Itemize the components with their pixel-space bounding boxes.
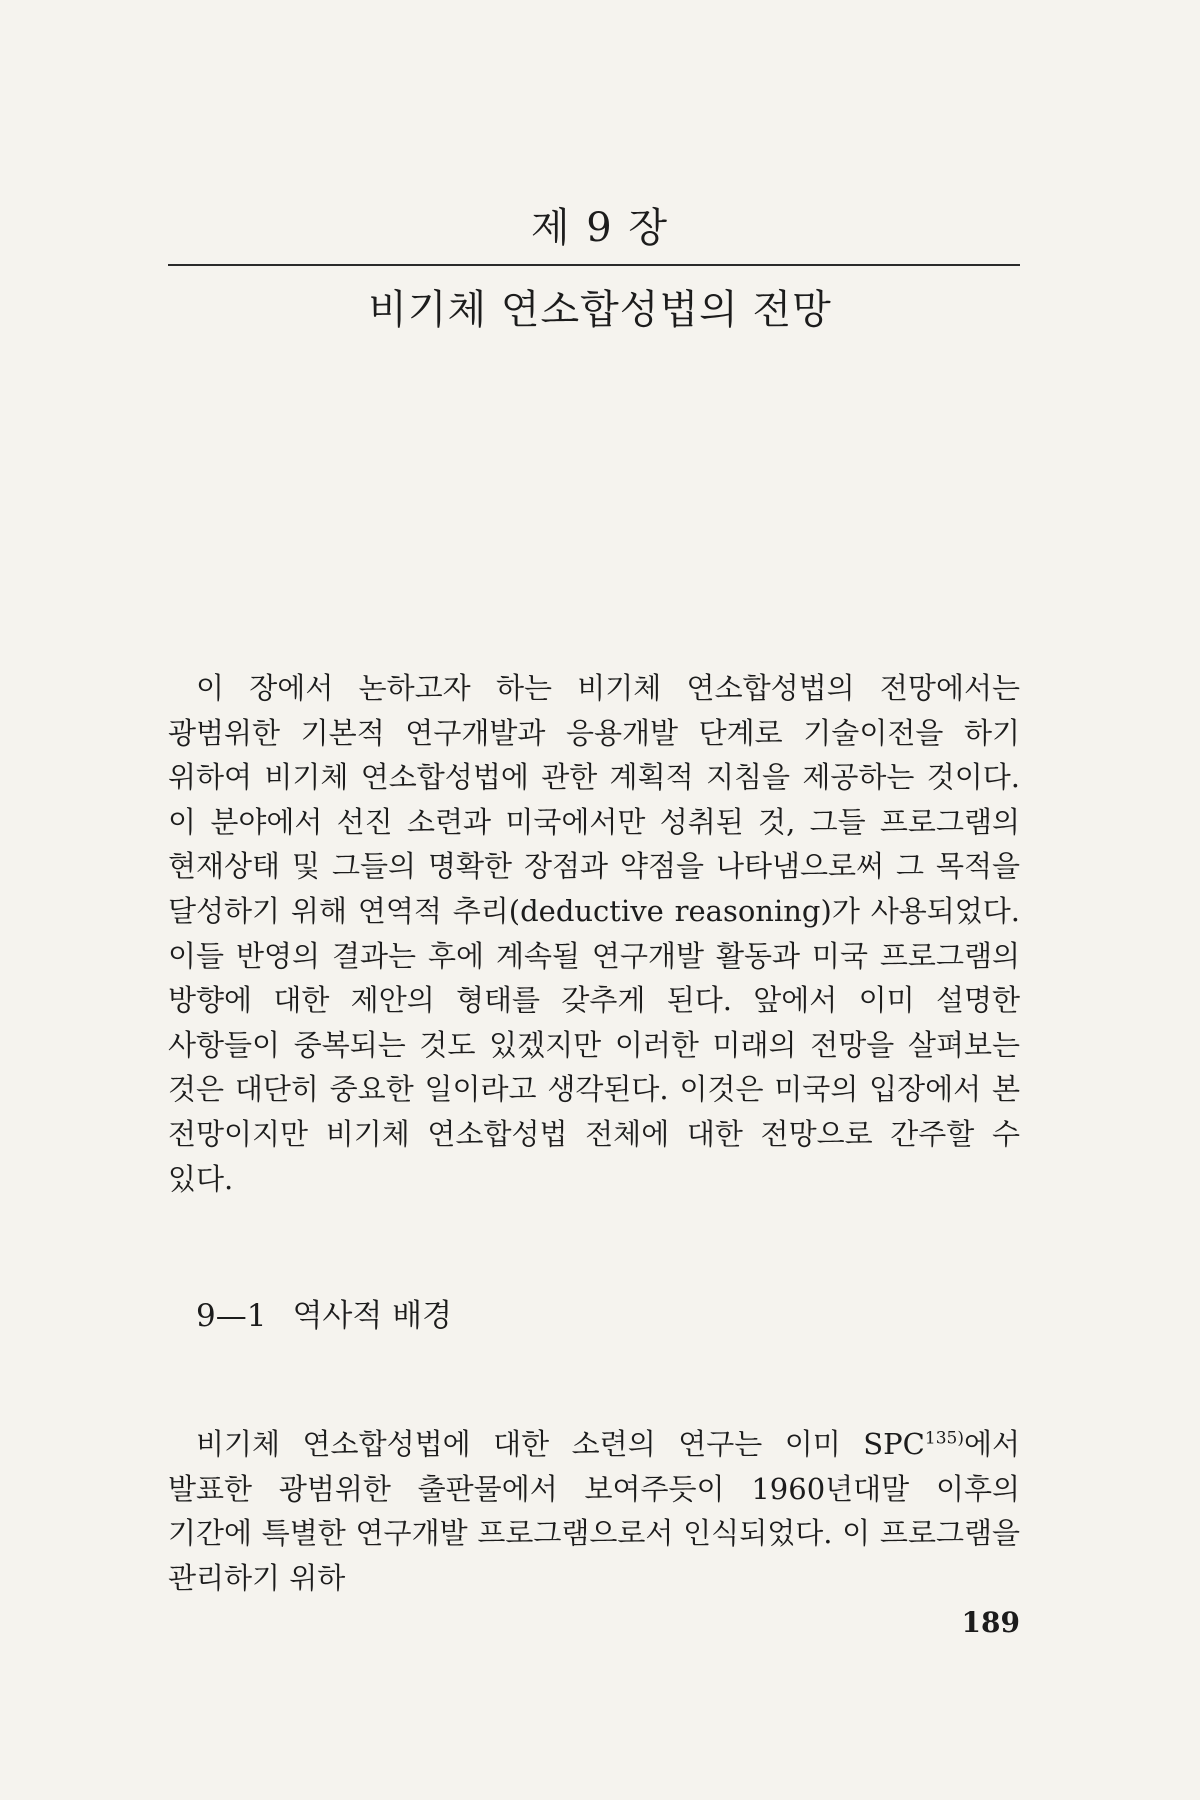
section-heading [196, 1290, 452, 1335]
intro-paragraph: 이 장에서 논하고자 하는 비기체 연소합성법의 전망에서는 광범위한 기본적 연구개발과 응용개발 단계로 기술이전을 하기 위하여 비기체 연소합성법에 관한 계획적 지침을 제공하는 것이다. 이 분야에서 선진 소련과 미국에서만 성취된 것, 그들 프로그램의 현재상태 및 그들의 명확한 장점과 약점을 나타냄으로써 그 목적을 달성하기 위해 연역적 추리(deductive reasoning)가 사용되었다. 이들 반영의 결과는 후에 계속될 연구개발 활동과 미국 프로그램의 방향에 대한 제안의 형태를 갖추게 된다. 앞에서 이미 설명한 사항들이 중복되는 것도 있겠지만 이러한 미래의 전망을 살펴보는 것은 대단히 중요한 일이라고 생각된다. 이것은 미국의 입장에서 본 전망이지만 비기체 연소합성법 전체에 대한 전망으로 간주할 수 있다. [168, 671, 1020, 1196]
page-number: 189 [961, 1606, 1020, 1639]
section-title: 역사적 배경 [292, 1298, 453, 1334]
section-paragraph-text-rest: 에서 발표한 광범위한 출판물에서 보여주듯이 1960년대말 이후의 기간에 특별한 연구개발 프로그램으로서 인식되었다. 이 프로그램을 관리하기 위하 [168, 1427, 1020, 1595]
footnote-reference: 135) [924, 1428, 964, 1449]
section-paragraph-text-start: 비기체 연소합성법에 대한 소련의 연구는 이미 SPC [196, 1427, 925, 1461]
chapter-title: 비기체 연소합성법의 전망 [368, 287, 832, 333]
section-number: 9—1 [196, 1298, 267, 1334]
title-divider [168, 264, 1020, 266]
chapter-number: 제 9 장 [530, 205, 670, 251]
section-paragraph [168, 1422, 1020, 1600]
